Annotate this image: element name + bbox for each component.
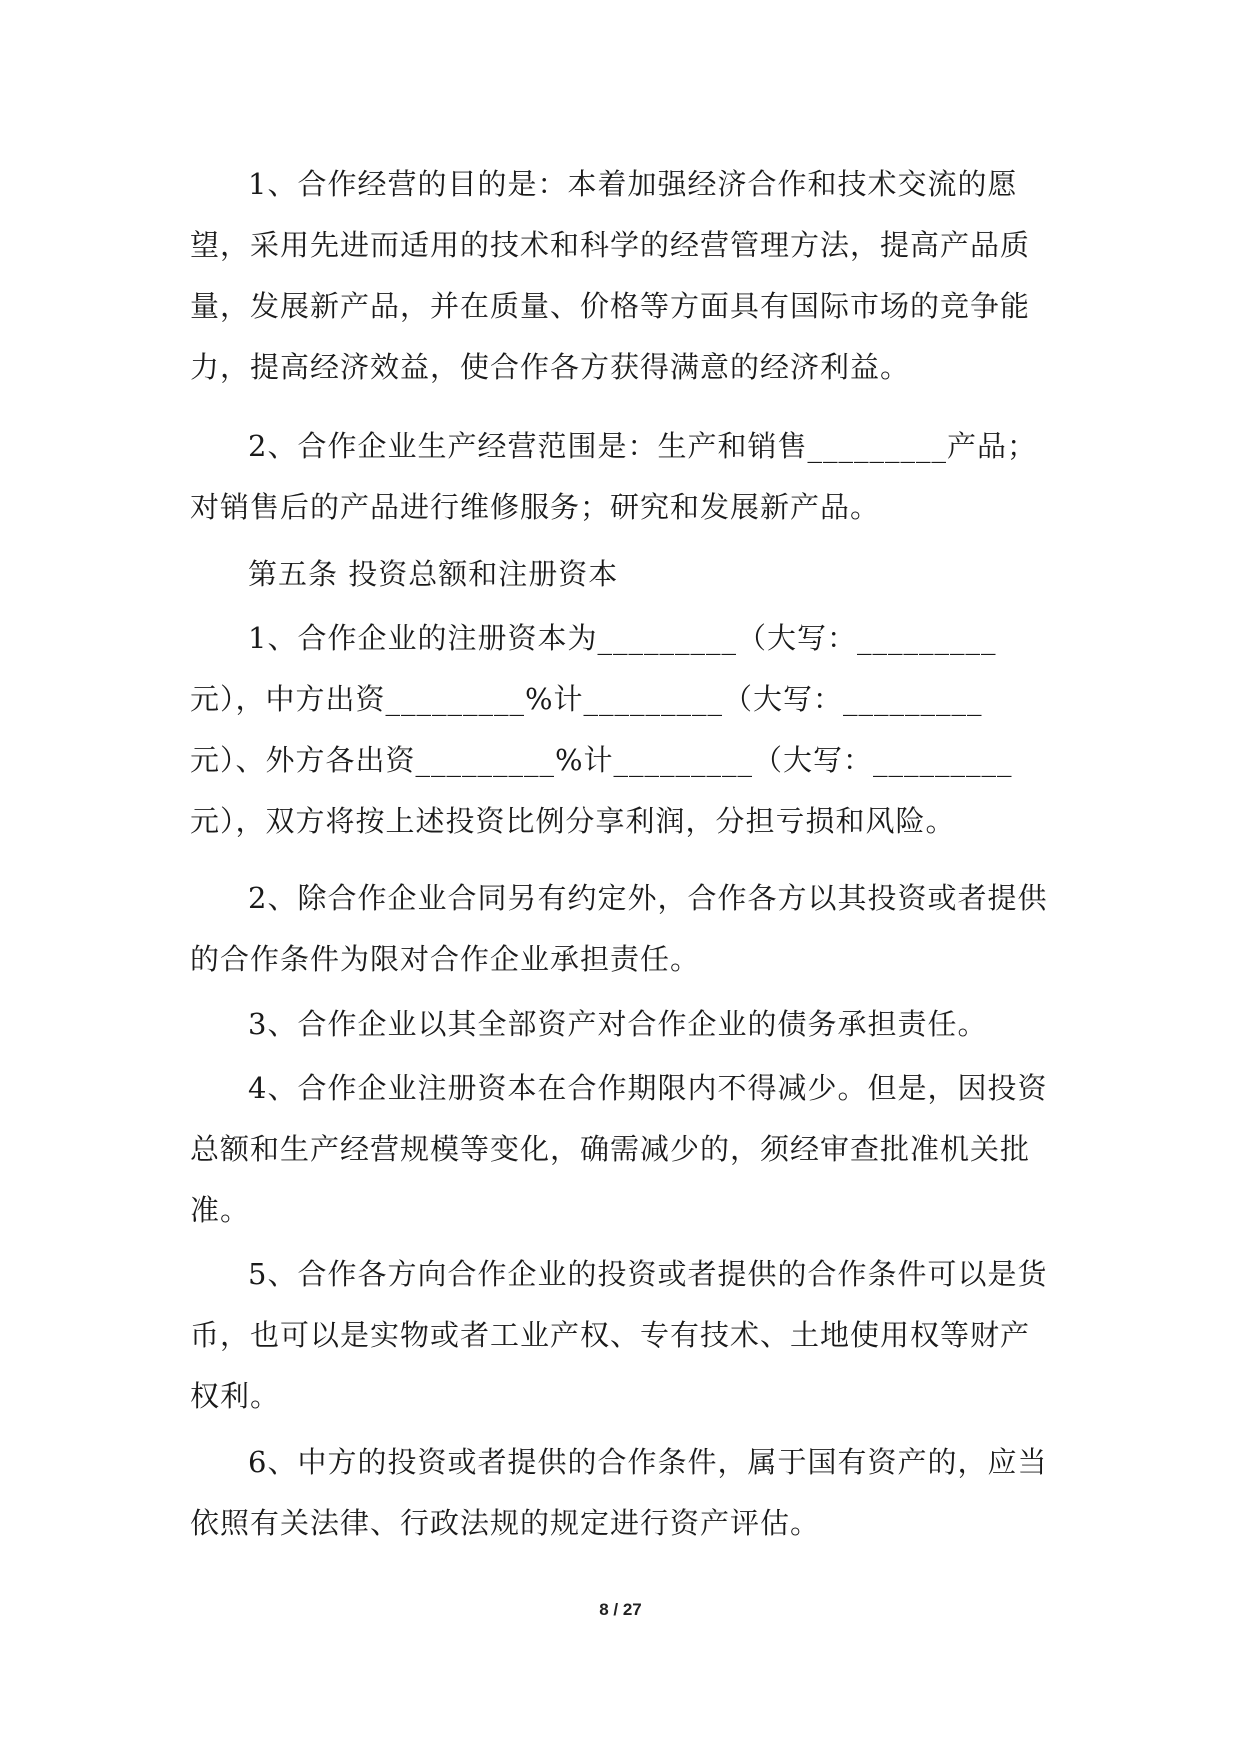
paragraph-business-scope: 2、合作企业生产经营范围是：生产和销售_________产品；对销售后的产品进行维修服务；研究和发展新产品。 [190,429,1037,524]
paragraph-asset-evaluation: 6、中方的投资或者提供的合作条件，属于国有资产的，应当依照有关法律、行政法规的规定进行资产评估。 [190,1445,1048,1540]
paragraph-registered-capital: 1、合作企业的注册资本为_________（大写：_________元），中方出资_________%计_________（大写：_________元）、外方各出资_________%计_________（大写：_________元），双方将按上述投资比例分享利润，分担亏损和风险。 [190,621,1013,838]
paragraph-capital-reduction: 4、合作企业注册资本在合作期限内不得减少。但是，因投资总额和生产经营规模等变化，确需减少的，须经审查批准机关批准。 [190,1071,1048,1227]
paragraph-debt-liability: 3、合作企业以其全部资产对合作企业的债务承担责任。 [248,1007,988,1041]
paragraph-contribution-forms: 5、合作各方向合作企业的投资或者提供的合作条件可以是货币，也可以是实物或者工业产权、专有技术、土地使用权等财产权利。 [190,1257,1048,1413]
page-number: 8 / 27 [599,1600,642,1619]
paragraph-purpose: 1、合作经营的目的是：本着加强经济合作和技术交流的愿望，采用先进而适用的技术和科学的经营管理方法，提高产品质量，发展新产品，并在质量、价格等方面具有国际市场的竞争能力，提高经济效益，使合作各方获得满意的经济利益。 [190,167,1031,384]
article-heading: 第五条 投资总额和注册资本 [248,557,619,591]
paragraph-liability-limit: 2、除合作企业合同另有约定外，合作各方以其投资或者提供的合作条件为限对合作企业承担责任。 [190,881,1048,976]
